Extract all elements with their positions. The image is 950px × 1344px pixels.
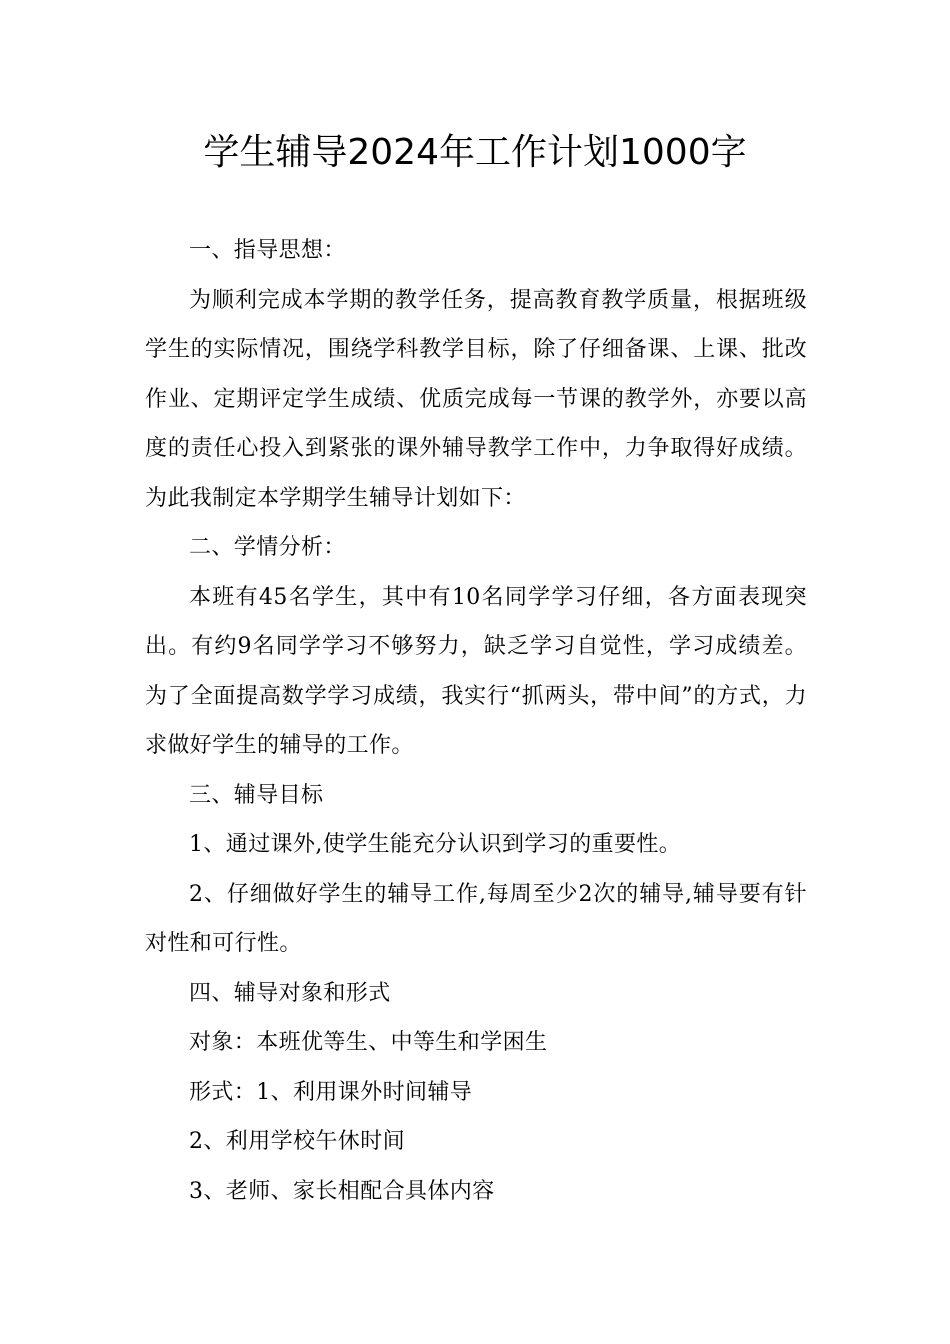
- goal-item-1: 1、通过课外,使学生能充分认识到学习的重要性。: [189, 832, 682, 857]
- document-body: [145, 226, 807, 1216]
- targets-line: 对象：本班优等生、中等生和学困生: [189, 1030, 548, 1055]
- document-title: 学生辅导2024年工作计划1000字: [203, 132, 747, 173]
- forms-line-1: 形式：1、利用课外时间辅导: [189, 1079, 473, 1105]
- paragraph-situation-analysis: 本班有45名学生，其中有10名同学学习仔细，各方面表现突出。有约9名同学学习不够努力，缺乏学习自觉性，学习成绩差。为了全面提高数学学习成绩，我实行“抓两头，带中间”的方式，力求做好学生的辅导的工作。: [145, 584, 807, 758]
- forms-line-3: 3、老师、家长相配合具体内容: [189, 1178, 495, 1204]
- section-heading-guiding-idea: 一、指导思想：: [189, 238, 346, 263]
- goal-item-2: 2、仔细做好学生的辅导工作,每周至少2次的辅导,辅导要有针对性和可行性。: [145, 881, 807, 956]
- section-heading-goals: 三、辅导目标: [189, 782, 324, 808]
- section-heading-situation-analysis: 二、学情分析：: [189, 535, 346, 560]
- paragraph-guiding-idea: 为顺利完成本学期的教学任务，提高教育教学质量，根据班级学生的实际情况，围绕学科教学目标，除了仔细备课、上课、批改作业、定期评定学生成绩、优质完成每一节课的教学外，亦要以高度的责任心投入到紧张的课外辅导教学工作中，力争取得好成绩。为此我制定本学期学生辅导计划如下：: [145, 287, 807, 511]
- section-heading-targets-forms: 四、辅导对象和形式: [189, 980, 391, 1006]
- forms-line-2: 2、利用学校午休时间: [189, 1129, 405, 1154]
